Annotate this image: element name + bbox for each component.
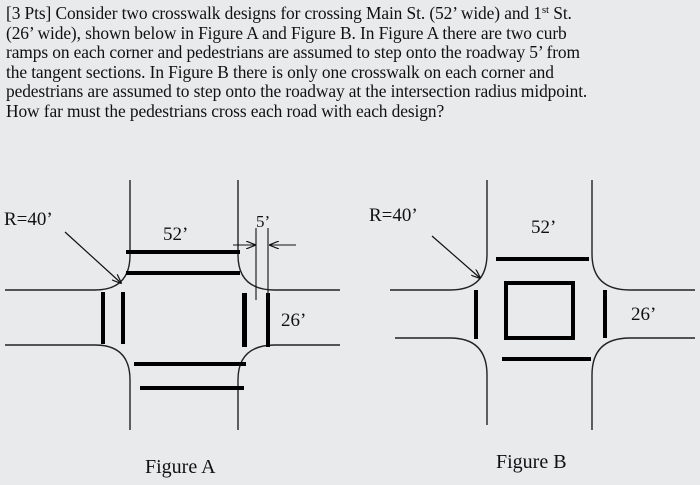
figure-a-crosswalk-right-inner xyxy=(242,293,247,347)
problem-line-6: How far must the pedestrians cross each road with each design? xyxy=(6,100,445,121)
figure-b xyxy=(369,180,695,473)
figure-a-crosswalk-right-outer xyxy=(266,293,270,347)
figure-a-crosswalk-left-outer xyxy=(101,292,105,344)
figure-b-curb-top-left xyxy=(390,180,487,290)
problem-line-3: ramps on each corner and pedestrians are assumed to step onto the roadway 5’ from xyxy=(6,42,580,63)
figure-b-crosswalk-right xyxy=(603,290,607,338)
figure-a-crosswalk-bottom-outer xyxy=(140,386,244,390)
figure-b-first-width-label: 26’ xyxy=(631,304,657,325)
figure-b-crosswalk-bottom xyxy=(502,357,591,361)
figure-a-crosswalk-top-inner xyxy=(126,271,240,275)
figure-b-main-width-label: 52’ xyxy=(531,217,557,238)
figure-a-first-width-label: 26’ xyxy=(281,310,307,331)
figure-b-crosswalk-top xyxy=(496,257,589,261)
figure-a-crosswalk-top-outer xyxy=(126,250,240,254)
figure-b-crosswalk-left xyxy=(474,290,478,339)
figure-a-curb-bottom-left xyxy=(5,345,130,430)
figure-b-curb-top-right xyxy=(592,180,695,290)
figure-b-curb-bottom-right xyxy=(592,338,695,430)
figure-a-curb-bottom-right xyxy=(238,345,340,430)
figure-a-crosswalk-left-inner xyxy=(121,292,125,344)
figure-b-radius-leader xyxy=(432,236,480,278)
problem-line-4: the tangent sections. In Figure B there is only one crosswalk on each corner and xyxy=(6,61,554,82)
figure-a xyxy=(4,180,340,478)
figure-a-radius-leader xyxy=(65,232,121,283)
figure-a-crosswalk-bottom-inner xyxy=(134,362,246,366)
figure-b-caption: Figure B xyxy=(496,451,567,473)
figure-b-radius-label: R=40’ xyxy=(369,205,418,226)
figure-b-curb-bottom-left xyxy=(395,338,487,425)
problem-line-5: pedestrians are assumed to step onto the roadway at the intersection radius midpoint. xyxy=(6,81,588,102)
figure-a-curb-top-right xyxy=(238,180,340,290)
figure-a-caption: Figure A xyxy=(145,456,216,478)
figure-b-center-box xyxy=(506,283,573,338)
problem-line-2: (26’ wide), shown below in Figure A and Figure B. In Figure A there are two curb xyxy=(6,22,567,43)
figure-a-radius-label: R=40’ xyxy=(4,209,53,230)
problem-line-1: [3 Pts] Consider two crosswalk designs for crossing Main St. (52’ wide) and 1st St. xyxy=(6,3,572,23)
figure-a-main-width-label: 52’ xyxy=(163,224,189,245)
figure-a-offset-label: 5’ xyxy=(256,212,271,231)
